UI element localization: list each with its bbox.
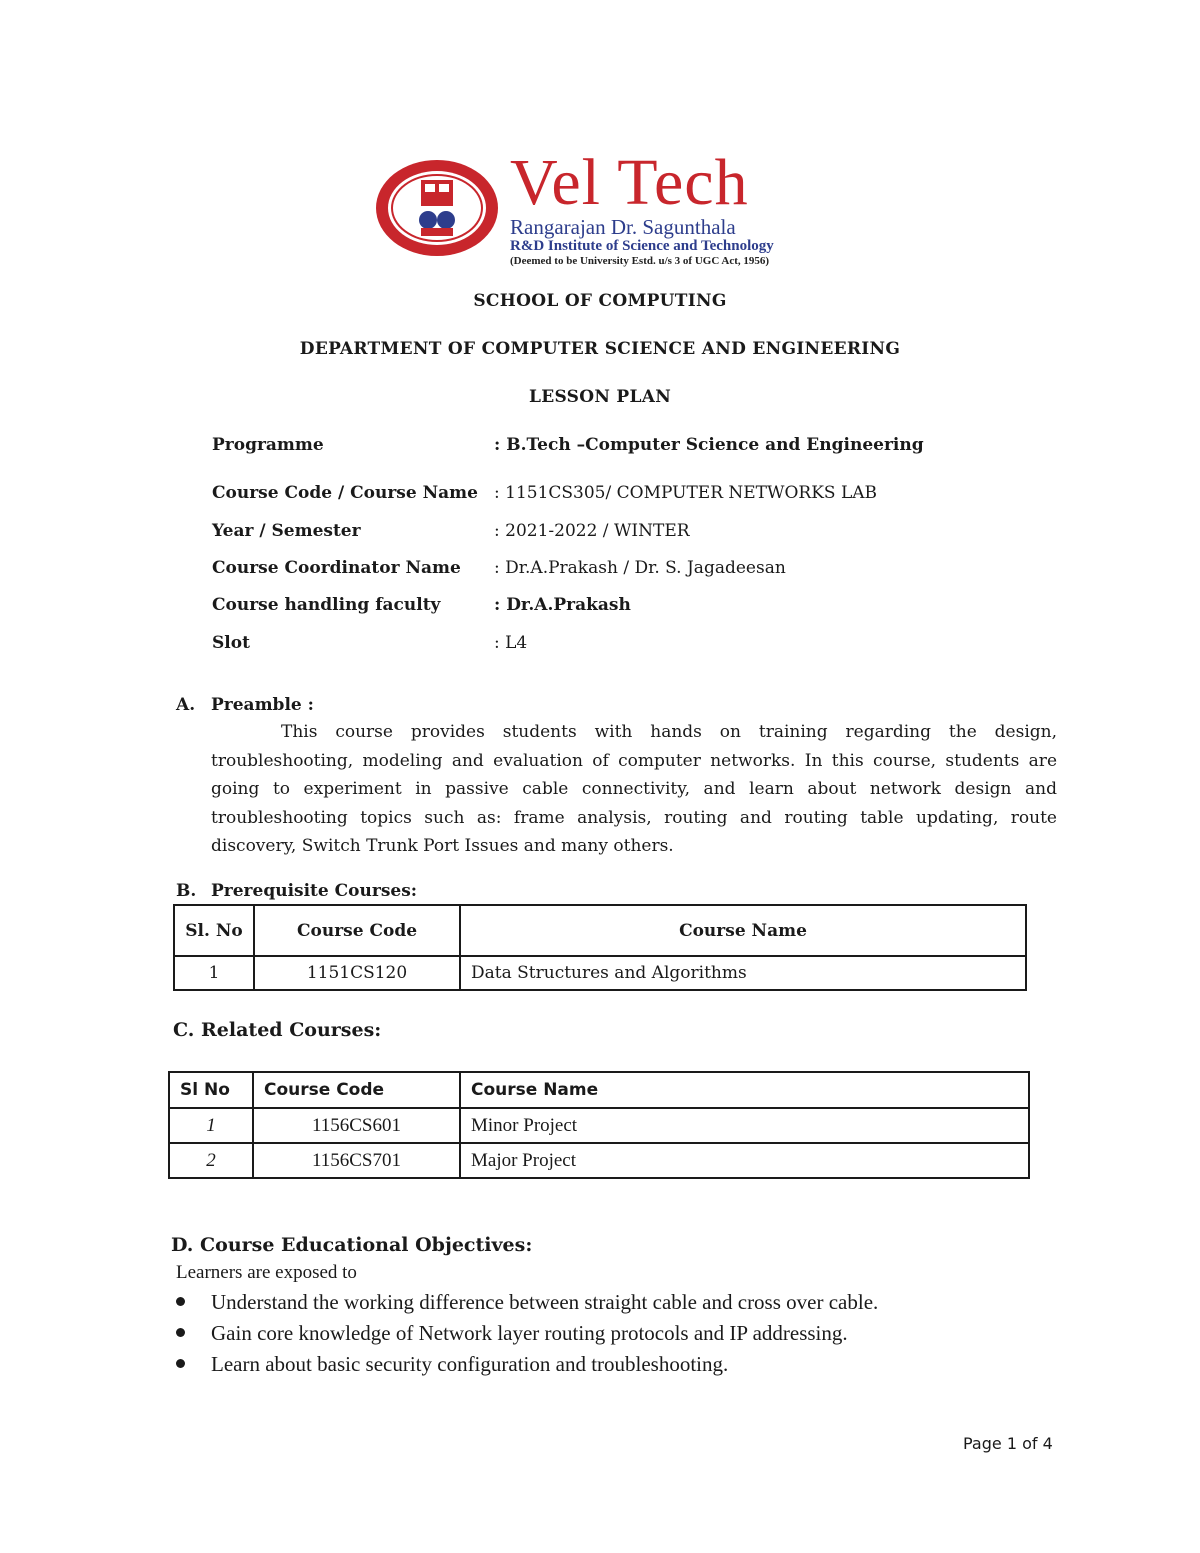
cell-course-code: 1151CS120 xyxy=(254,956,460,990)
table-row xyxy=(169,1108,1029,1143)
brand-name: Vel Tech xyxy=(510,146,749,219)
programme-value: : B.Tech –Computer Science and Engineering xyxy=(494,435,924,455)
related-courses-table xyxy=(168,1071,1030,1179)
header-course-name: Course Name xyxy=(460,1072,1029,1108)
header-course-name: Course Name xyxy=(460,905,1026,956)
cell-course-code: 1156CS601 xyxy=(253,1108,460,1143)
school-heading: SCHOOL OF COMPUTING xyxy=(473,291,727,311)
coordinator-label: Course Coordinator Name xyxy=(212,558,461,578)
coordinator-value: : Dr.A.Prakash / Dr. S. Jagadeesan xyxy=(494,558,786,578)
preamble-title: Preamble : xyxy=(211,695,314,715)
cell-course-name: Minor Project xyxy=(460,1108,1029,1143)
bullet-icon xyxy=(176,1297,185,1306)
cell-course-name: Major Project xyxy=(460,1143,1029,1178)
prerequisite-title: Prerequisite Courses: xyxy=(211,881,418,901)
bullet-icon xyxy=(176,1359,185,1368)
table-header-row xyxy=(174,905,1026,956)
header-course-code: Course Code xyxy=(254,905,460,956)
preamble-letter: A. xyxy=(176,695,196,715)
course-code-label: Course Code / Course Name xyxy=(212,483,478,503)
university-seal-icon xyxy=(374,158,500,258)
slot-label: Slot xyxy=(212,633,250,653)
faculty-label: Course handling faculty xyxy=(212,595,441,615)
preamble-body: This course provides students with hands on training regarding the design, troubleshooting, modeling and evaluation of computer networks. In this course, students are going to experiment in passive cable connectivity, and learn about network design and troubleshooting topics such as: frame analysis, routing and routing table updating, route discovery, Switch Trunk Port Issues and many others. xyxy=(211,722,1057,856)
prerequisite-table xyxy=(173,904,1027,991)
header-sl-no: Sl No xyxy=(169,1072,253,1108)
table-row xyxy=(174,956,1026,990)
objective-text: Understand the working difference between straight cable and cross over cable. xyxy=(211,1290,879,1314)
faculty-value: : Dr.A.Prakash xyxy=(494,595,631,615)
brand-deemed-note: (Deemed to be University Estd. u/s 3 of UGC Act, 1956) xyxy=(510,255,770,267)
preamble-text xyxy=(211,718,1057,861)
year-semester-label: Year / Semester xyxy=(212,521,361,541)
brand-institute: R&D Institute of Science and Technology xyxy=(510,238,774,254)
institution-logo xyxy=(374,146,834,267)
objectives-title: D. Course Educational Objectives: xyxy=(171,1234,533,1256)
programme-label: Programme xyxy=(212,435,324,455)
table-row xyxy=(169,1143,1029,1178)
header-course-code: Course Code xyxy=(253,1072,460,1108)
prerequisite-letter: B. xyxy=(176,881,197,901)
objective-text: Learn about basic security configuration and troubleshooting. xyxy=(211,1352,729,1376)
department-heading: DEPARTMENT OF COMPUTER SCIENCE AND ENGINEERING xyxy=(299,339,901,359)
cell-course-code: 1156CS701 xyxy=(253,1143,460,1178)
cell-sl-no: 2 xyxy=(169,1143,253,1178)
brand-wordmark xyxy=(510,146,774,268)
page-number: Page 1 of 4 xyxy=(963,1434,1053,1453)
objectives-intro: Learners are exposed to xyxy=(176,1262,357,1283)
course-code-value: : 1151CS305/ COMPUTER NETWORKS LAB xyxy=(494,483,878,503)
cell-course-name: Data Structures and Algorithms xyxy=(460,956,1026,990)
objective-text: Gain core knowledge of Network layer routing protocols and IP addressing. xyxy=(211,1321,848,1345)
header-sl-no: Sl. No xyxy=(174,905,254,956)
related-courses-title: C. Related Courses: xyxy=(173,1019,382,1041)
list-item xyxy=(176,1288,878,1319)
cell-sl-no: 1 xyxy=(169,1108,253,1143)
list-item xyxy=(176,1319,878,1350)
table-header-row xyxy=(169,1072,1029,1108)
cell-sl-no: 1 xyxy=(174,956,254,990)
document-type-heading: LESSON PLAN xyxy=(528,387,672,407)
slot-value: : L4 xyxy=(494,633,528,653)
list-item xyxy=(176,1350,878,1381)
brand-subtitle: Rangarajan Dr. Sagunthala xyxy=(510,215,736,239)
bullet-icon xyxy=(176,1328,185,1337)
year-semester-value: : 2021-2022 / WINTER xyxy=(494,521,690,541)
objectives-list xyxy=(176,1288,878,1381)
